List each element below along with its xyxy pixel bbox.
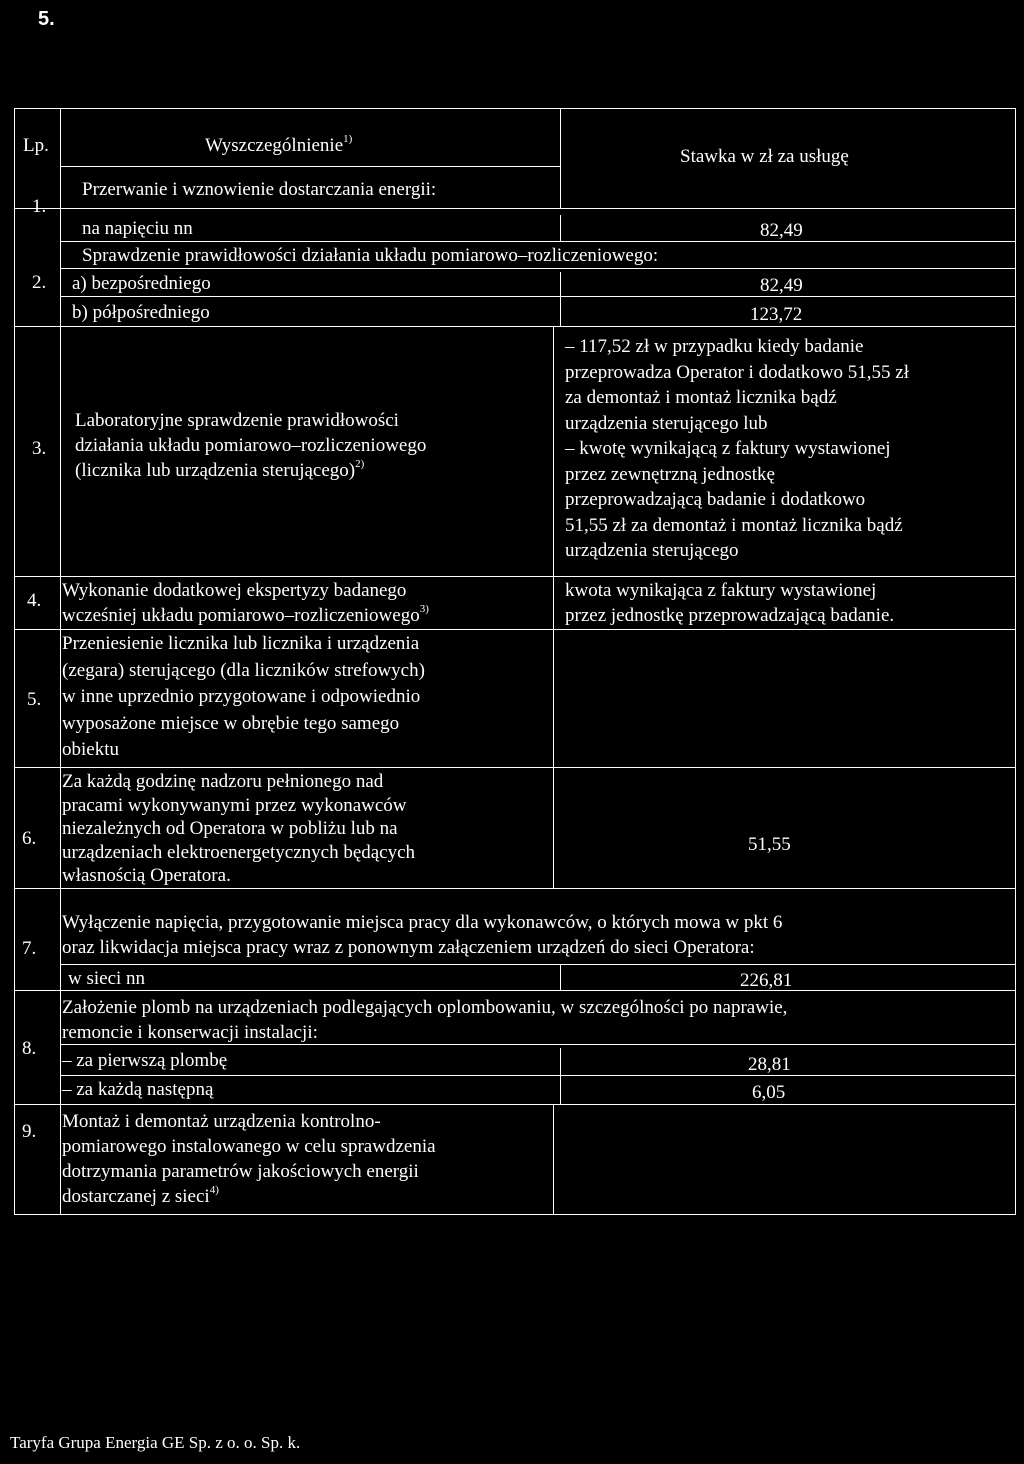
row-3-rate: – 117,52 zł w przypadku kiedy badanie przeprowadza Operator i dodatkowo 51,55 zł za demontaż i montaż licznika bądź urządzenia sterującego lub – kwotę wynikającą z faktury wystawionej przez zewnętrzną jednostkę przeprowadzającą badanie i dodatkowo 51,55 zł za demontaż i montaż licznika bądź urządzenia sterującego bbox=[565, 336, 909, 561]
footnote-ref-1: 1) bbox=[343, 132, 353, 145]
row-8b-label: – za każdą następną bbox=[62, 1079, 214, 1100]
row-6-number: 6. bbox=[22, 828, 37, 849]
row-9-description: Montaż i demontaż urządzenia kontrolno- pomiarowego instalowanego w celu sprawdzenia dotrzymania parametrów jakościowych energii dostarczanej z sieci$^{4)}$ bbox=[62, 1111, 436, 1207]
row-2b-value: 123,72 bbox=[750, 304, 803, 325]
row-7-sub-label: w sieci nn bbox=[68, 968, 146, 989]
footnote-ref-3: 3) bbox=[419, 602, 429, 615]
row-7-sub-value: 226,81 bbox=[740, 970, 793, 991]
row-2-title: Sprawdzenie prawidłowości działania układu pomiarowo–rozliczeniowego: bbox=[82, 245, 659, 266]
row-5-number: 5. bbox=[27, 689, 42, 710]
row-7-title: Wyłączenie napięcia, przygotowanie miejsca pracy dla wykonawców, o których mowa w pkt 6 oraz likwidacja miejsca pracy wraz z ponownym załączeniem urządzeń do sieci Operatora: bbox=[62, 912, 783, 958]
row-7-number: 7. bbox=[22, 938, 37, 959]
header-stawka: Stawka w zł za usługę bbox=[680, 146, 849, 167]
row-3-number: 3. bbox=[32, 438, 47, 459]
row-1-sub-value: 82,49 bbox=[760, 220, 803, 241]
row-3-description: Laboratoryjne sprawdzenie prawidłowości działania układu pomiarowo–rozliczeniowego (licznika lub urządzenia sterującego)$^{2)}$ bbox=[75, 410, 427, 481]
row-8b-value: 6,05 bbox=[752, 1082, 786, 1103]
section-number: 5. bbox=[38, 8, 55, 30]
row-8-number: 8. bbox=[22, 1038, 37, 1059]
row-4-rate: kwota wynikająca z faktury wystawionej przez jednostkę przeprowadzającą badanie. bbox=[565, 580, 895, 626]
row-1-title: Przerwanie i wznowienie dostarczania energii: bbox=[82, 179, 437, 200]
row-8a-value: 28,81 bbox=[748, 1054, 791, 1075]
row-8-title: Założenie plomb na urządzeniach podlegających oplombowaniu, w szczególności po naprawie, remoncie i konserwacji instalacji: bbox=[62, 997, 788, 1043]
header-lp: Lp. bbox=[23, 135, 49, 156]
footnote-ref-4: 4) bbox=[209, 1183, 219, 1196]
footer-text: Taryfa Grupa Energia GE Sp. z o. o. Sp. k. bbox=[10, 1433, 301, 1452]
row-2a-label: a) bezpośredniego bbox=[72, 273, 211, 294]
row-4-description: Wykonanie dodatkowej ekspertyzy badanego wcześniej układu pomiarowo–rozliczeniowego$^{3)}$ bbox=[62, 580, 429, 626]
row-9-number: 9. bbox=[22, 1121, 37, 1142]
row-8a-label: – za pierwszą plombę bbox=[62, 1050, 228, 1071]
header-wyszczegolnienie: Wyszczególnienie$^{1)}$ bbox=[205, 132, 353, 156]
row-2a-value: 82,49 bbox=[760, 275, 803, 296]
row-1-number: 1. bbox=[32, 196, 47, 217]
row-5-description: Przeniesienie licznika lub licznika i urządzenia (zegara) sterującego (dla liczników strefowych) w inne uprzednio przygotowane i odpowiednio wyposażone miejsce w obrębie tego samego obiektu bbox=[62, 633, 425, 760]
footnote-ref-2: 2) bbox=[355, 457, 365, 470]
row-4-number: 4. bbox=[27, 590, 42, 611]
row-1-sub-label: na napięciu nn bbox=[82, 218, 193, 239]
row-6-rate: 51,55 bbox=[748, 834, 791, 855]
row-6-description: Za każdą godzinę nadzoru pełnionego nad pracami wykonywanymi przez wykonawców niezależnych od Operatora w pobliżu lub na urządzeniach elektroenergetycznych będących własnością Operatora. bbox=[62, 771, 416, 886]
row-2-number: 2. bbox=[32, 272, 47, 293]
row-2b-label: b) półpośredniego bbox=[72, 302, 210, 323]
